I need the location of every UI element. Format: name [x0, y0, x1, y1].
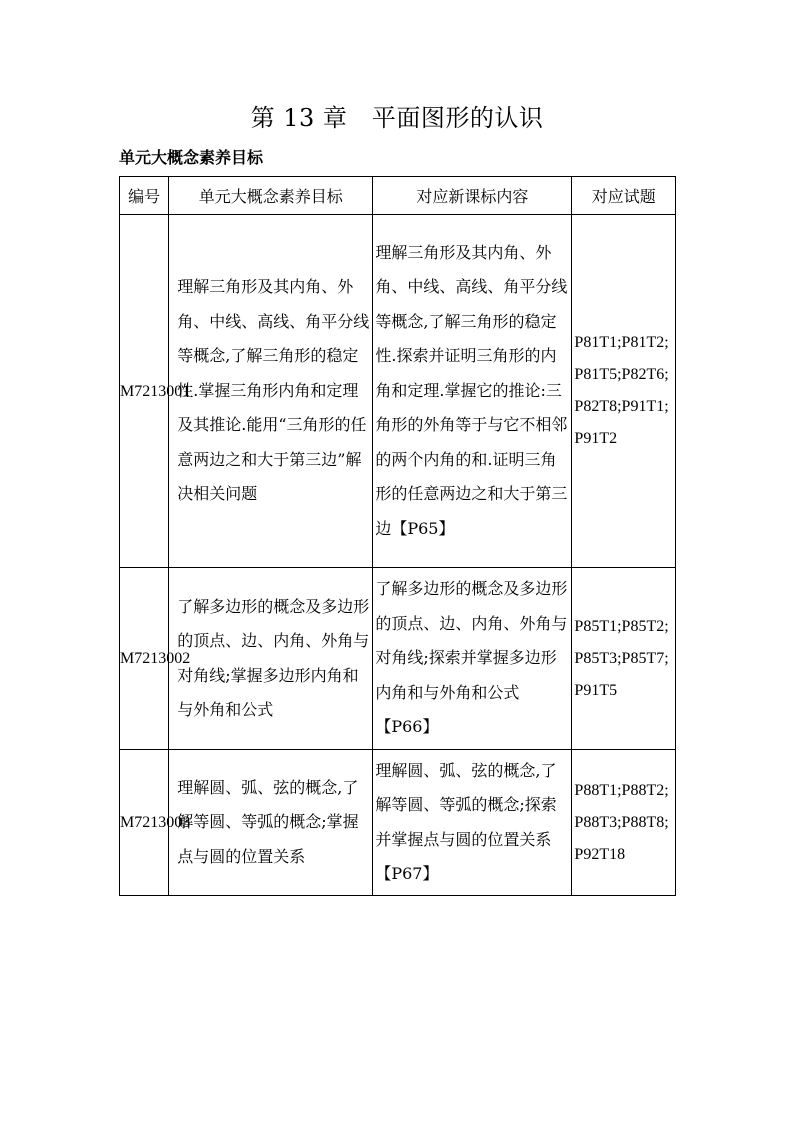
goals-table	[119, 176, 676, 896]
row-code: M7213001	[120, 215, 169, 568]
row-standard: 了解多边形的概念及多边形的顶点、边、内角、外角与对角线;探索并掌握多边形内角和与外角和公式【P66】	[373, 568, 572, 750]
chapter-title: 第 13 章 平面图形的认识	[250, 104, 544, 132]
row-goal: 了解多边形的概念及多边形的顶点、边、内角、外角与对角线;掌握多边形内角和与外角和公式	[169, 568, 373, 750]
section-heading: 单元大概念素养目标	[119, 148, 264, 167]
table-row	[120, 568, 676, 750]
row-code: M7213003	[120, 750, 169, 896]
table-header-row	[120, 177, 676, 215]
row-standard: 理解三角形及其内角、外角、中线、高线、角平分线等概念,了解三角形的稳定性.探索并证明三角形的内角和定理.掌握它的推论:三角形的外角等于与它不相邻的两个内角的和.证明三角形的任意两边之和大于第三边【P65】	[373, 215, 572, 568]
header-code: 编号	[120, 177, 169, 215]
row-code: M7213002	[120, 568, 169, 750]
row-standard: 理解圆、弧、弦的概念,了解等圆、等弧的概念;探索并掌握点与圆的位置关系【P67】	[373, 750, 572, 896]
row-questions: P81T1;P81T2;P81T5;P82T6;P82T8;P91T1;P91T2	[572, 215, 676, 568]
row-questions: P85T1;P85T2;P85T3;P85T7;P91T5	[572, 568, 676, 750]
row-questions: P88T1;P88T2;P88T3;P88T8;P92T18	[572, 750, 676, 896]
table-row	[120, 750, 676, 896]
row-goal: 理解圆、弧、弦的概念,了解等圆、等弧的概念;掌握点与圆的位置关系	[169, 750, 373, 896]
header-goal: 单元大概念素养目标	[169, 177, 373, 215]
table-row	[120, 215, 676, 568]
row-goal: 理解三角形及其内角、外角、中线、高线、角平分线等概念,了解三角形的稳定性.掌握三角形内角和定理及其推论.能用“三角形的任意两边之和大于第三边”解决相关问题	[169, 215, 373, 568]
header-standard: 对应新课标内容	[373, 177, 572, 215]
header-questions: 对应试题	[572, 177, 676, 215]
